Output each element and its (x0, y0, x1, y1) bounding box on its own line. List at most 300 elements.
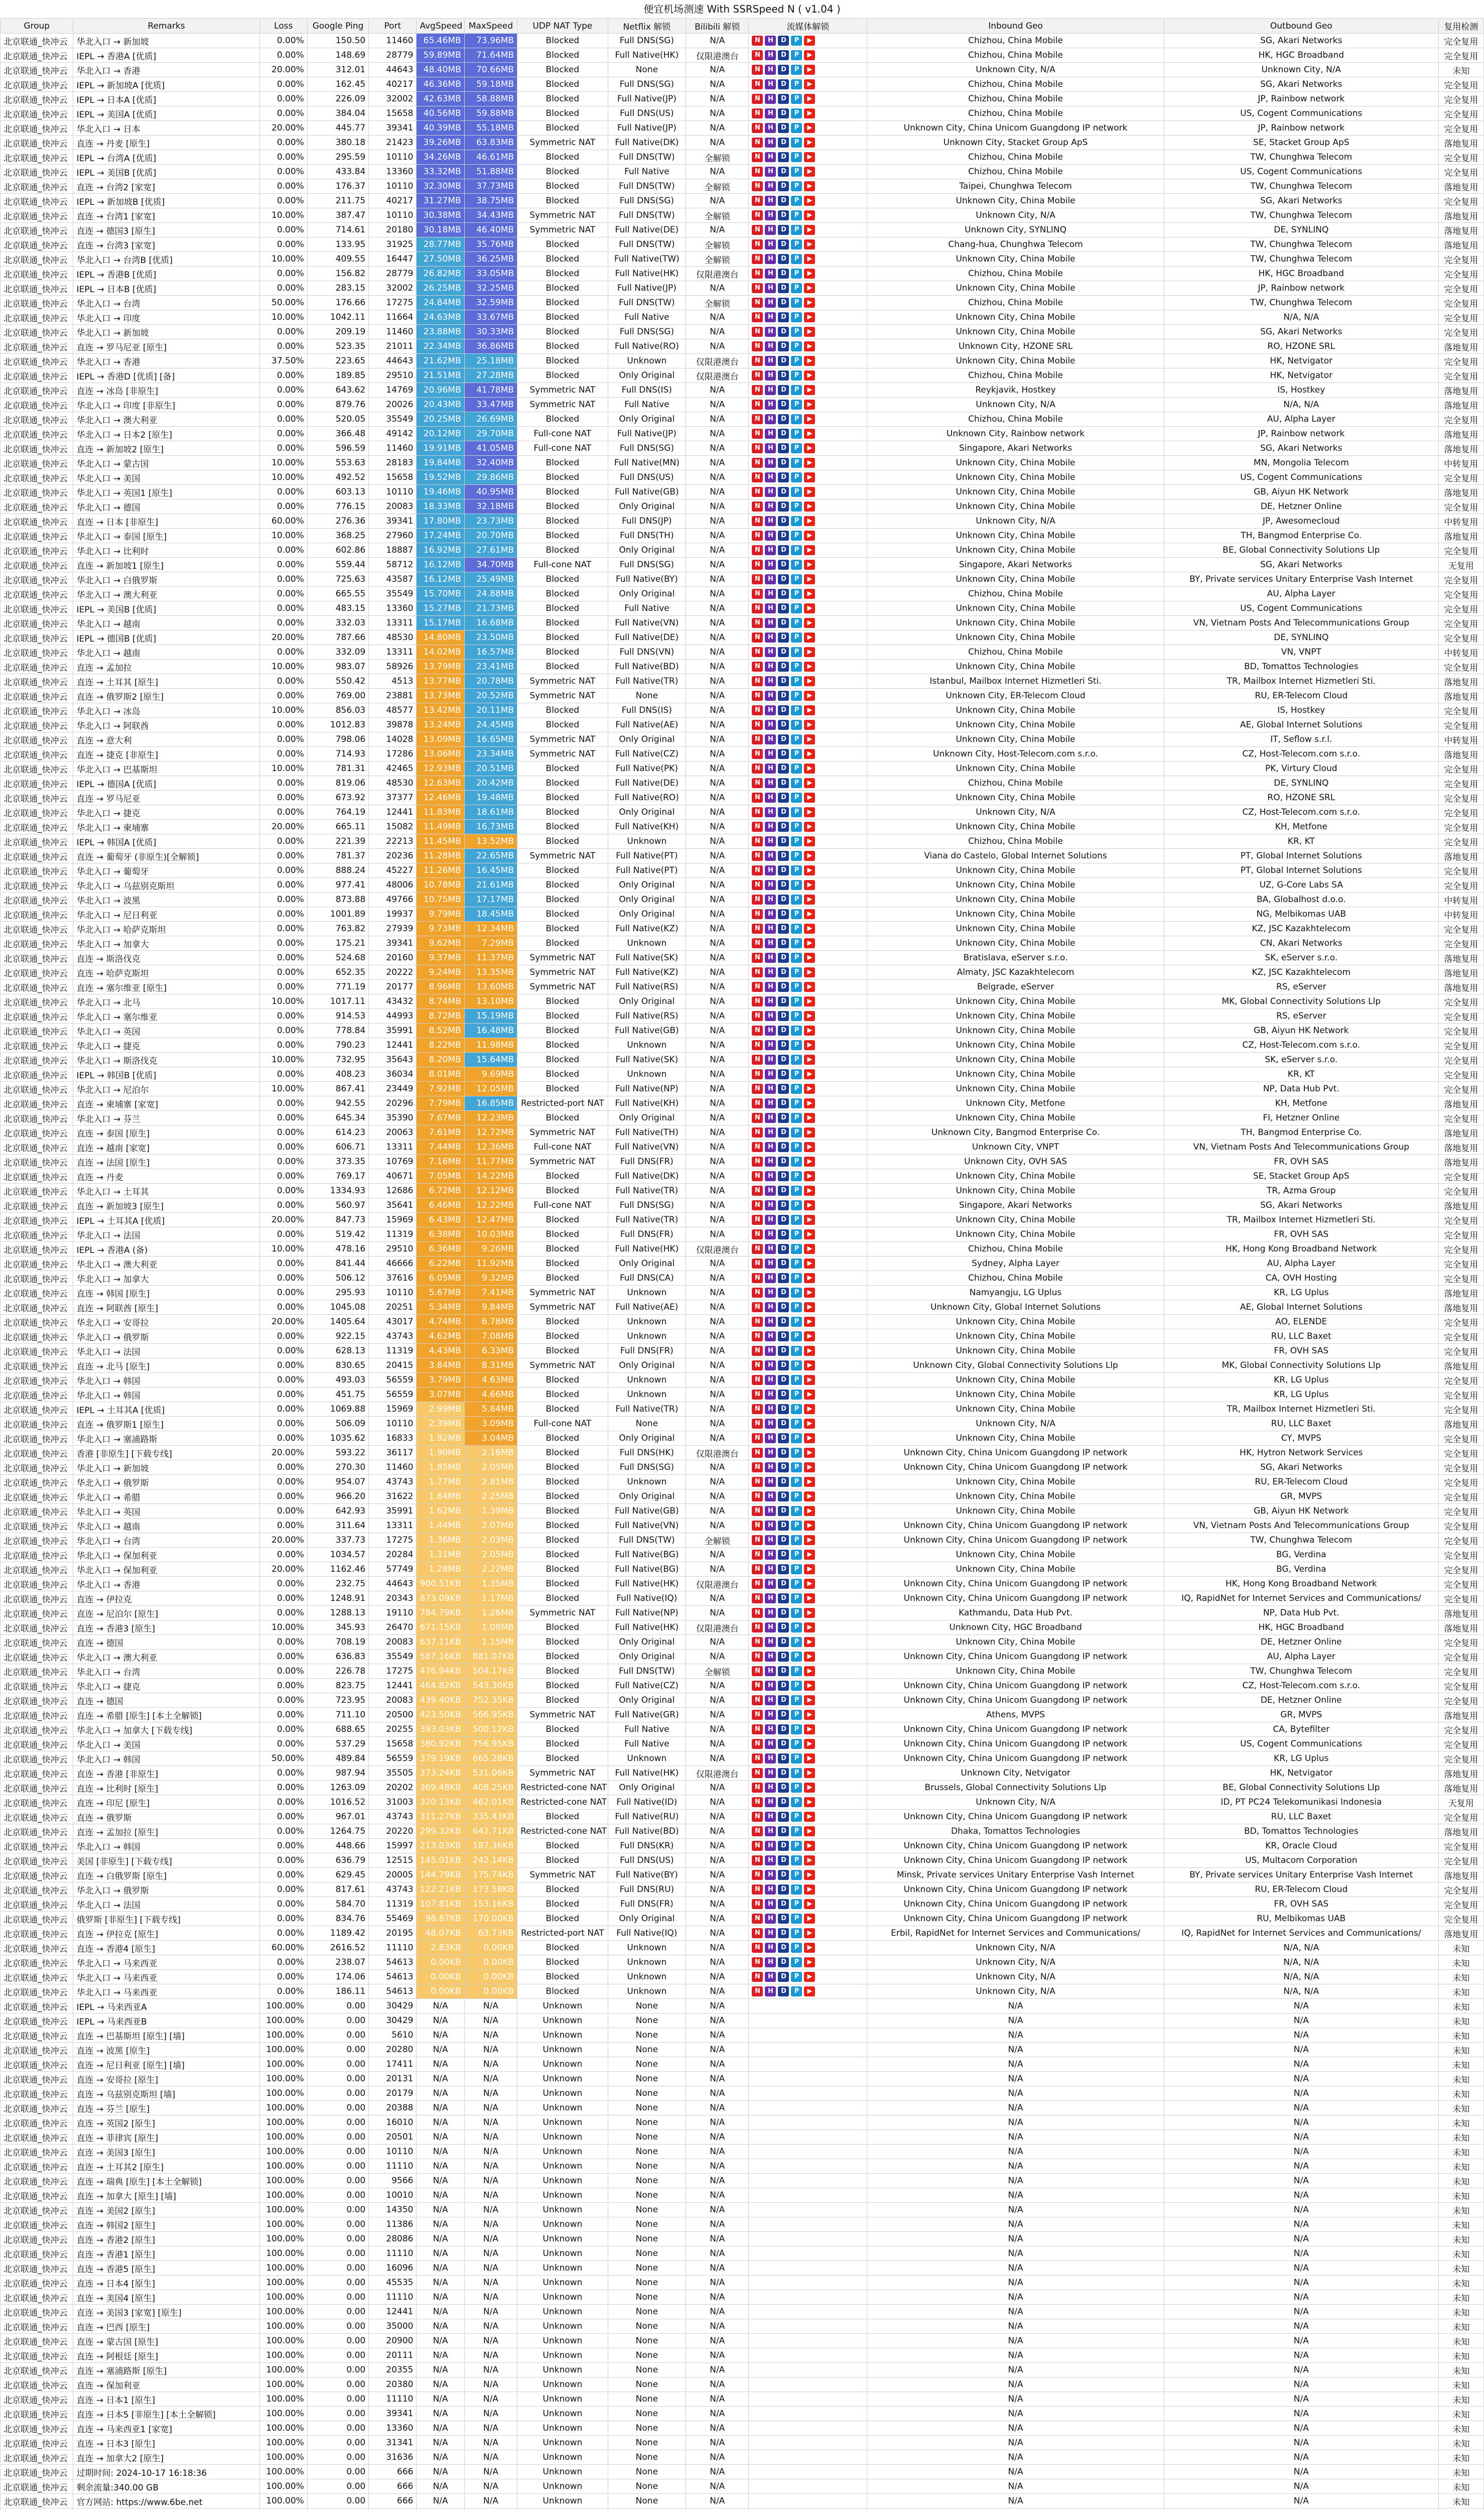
cell-: 落地复用 (1438, 223, 1483, 237)
cell-loss: 20.00% (259, 820, 307, 834)
cell-outbound-geo: KR, LG Uplus (1164, 1388, 1438, 1402)
cell-bilibili: N/A (686, 2407, 749, 2421)
disney-icon: D (778, 1302, 789, 1312)
cell-udp-nat-type: Blocked (517, 368, 608, 383)
cell-loss: 0.00% (259, 1329, 307, 1344)
cell-loss: 0.00% (259, 1897, 307, 1912)
cell-outbound-geo (1164, 2508, 1438, 2510)
prime-icon: P (791, 1491, 802, 1501)
streaming-logos (749, 2363, 867, 2377)
cell-inbound-geo: Unknown City, N/A (867, 1941, 1164, 1955)
cell-port: 11110 (369, 1941, 417, 1955)
cell-outbound-geo: BY, Private services Unitary Enterprise Vash Internet (1164, 572, 1438, 587)
cell-outbound-geo: RS, eServer (1164, 980, 1438, 994)
cell-google-ping: 1189.42 (307, 1926, 368, 1941)
cell-outbound-geo: N/A (1164, 2188, 1438, 2203)
netflix-icon: N (752, 196, 763, 206)
netflix-icon: N (752, 1055, 763, 1065)
cell-avgspeed: N/A (417, 2392, 464, 2407)
cell-outbound-geo: BE, Global Connectivity Solutions Llp (1164, 543, 1438, 558)
cell-inbound-geo: Unknown City, China Unicom Guangdong IP network (867, 1679, 1164, 1693)
netflix-icon: N (752, 312, 763, 322)
prime-icon: P (791, 152, 802, 162)
cell-group: 北京联通_快冲云 (1, 1766, 73, 1781)
cell-udp-nat-type: Blocked (517, 878, 608, 893)
disney-icon: D (778, 370, 789, 381)
cell-outbound-geo: BA, Globalhost d.o.o. (1164, 893, 1438, 907)
cell-avgspeed: 13.77MB (417, 674, 464, 689)
cell-remarks: 直连 → 柬埔寨 [家宽] (73, 1096, 259, 1111)
cell-group: 北京联通_快冲云 (1, 1606, 73, 1620)
cell-avgspeed: 1.77MB (417, 1475, 464, 1489)
streaming-logos (749, 1591, 867, 1606)
streaming-logos (749, 951, 867, 965)
cell-udp-nat-type: Unknown (517, 2465, 608, 2479)
cell-port: 20177 (369, 980, 417, 994)
cell-: 未知 (1438, 2319, 1483, 2334)
cell-maxspeed: 16.48MB (464, 1024, 517, 1038)
cell-avgspeed: 21.51MB (417, 368, 464, 383)
cell-udp-nat-type: Restricted-cone NAT (517, 1795, 608, 1810)
cell-loss: 0.00% (259, 893, 307, 907)
table-row (1, 1096, 1484, 1111)
cell-bilibili: N/A (686, 2436, 749, 2450)
cell-group: 北京联通_快冲云 (1, 732, 73, 747)
disney-icon: D (778, 1652, 789, 1662)
cell-avgspeed: 59.89MB (417, 48, 464, 63)
streaming-logos (749, 747, 867, 762)
cell-remarks: 直连 → 蒙古国 [原生] (73, 2334, 259, 2348)
youtube-icon: ▶ (804, 1753, 815, 1764)
cell-maxspeed: 566.95KB (464, 1708, 517, 1722)
disney-icon: D (778, 210, 789, 220)
cell-netflix: Full Native(RS) (608, 1009, 686, 1024)
youtube-icon: ▶ (804, 1652, 815, 1662)
cell-outbound-geo: GB, Aiyun HK Network (1164, 1504, 1438, 1519)
cell-remarks: 直连 → 日本1 [原生] (73, 2392, 259, 2407)
cell-: 未知 (1438, 2479, 1483, 2494)
netflix-icon: N (752, 1812, 763, 1822)
prime-icon: P (791, 865, 802, 875)
disney-icon: D (778, 895, 789, 905)
cell-google-ping: 174.06 (307, 1970, 368, 1984)
cell-bilibili: N/A (686, 863, 749, 878)
cell-google-ping: 408.23 (307, 1067, 368, 1082)
cell-netflix: Unknown (608, 1970, 686, 1984)
cell-maxspeed: 35.76MB (464, 237, 517, 252)
cell-group: 北京联通_快冲云 (1, 1198, 73, 1213)
cell-netflix: Full DNS(FR) (608, 1227, 686, 1242)
cell-udp-nat-type: Blocked (517, 1053, 608, 1067)
cell-inbound-geo: Unknown City, China Unicom Guangdong IP network (867, 1810, 1164, 1824)
streaming-logos (749, 2348, 867, 2363)
streaming-logos (749, 1708, 867, 1722)
cell-: 未知 (1438, 2072, 1483, 2086)
cell-outbound-geo: IT, Seflow s.r.l. (1164, 732, 1438, 747)
cell-netflix: Full Native(PT) (608, 849, 686, 863)
prime-icon: P (791, 254, 802, 264)
cell-remarks: 直连 → 伊拉克 [原生] (73, 1926, 259, 1941)
cell-port: 16833 (369, 1431, 417, 1446)
streaming-logos (749, 558, 867, 572)
cell-outbound-geo: BD, Tomattos Technologies (1164, 660, 1438, 674)
cell-netflix: Full Native(TW) (608, 252, 686, 267)
streaming-logos (749, 456, 867, 470)
cell-netflix: Unknown (608, 1038, 686, 1053)
cell-bilibili: N/A (686, 2028, 749, 2043)
cell-port: 45535 (369, 2276, 417, 2290)
cell-remarks: 华北入口 → 希腊 (73, 1489, 259, 1504)
cell-google-ping: 0.00 (307, 2159, 368, 2174)
cell-group: 北京联通_快冲云 (1, 2494, 73, 2508)
cell-group: 北京联通_快冲云 (1, 383, 73, 398)
cell-avgspeed: N/A (417, 2145, 464, 2159)
cell-google-ping: 636.79 (307, 1853, 368, 1868)
prime-icon: P (791, 1084, 802, 1094)
youtube-icon: ▶ (804, 1579, 815, 1589)
cell-avgspeed: 6.05MB (417, 1271, 464, 1286)
cell-avgspeed: 476.94KB (417, 1664, 464, 1679)
cell-remarks: 直连 → 意大利 (73, 732, 259, 747)
cell-netflix: Full DNS(CA) (608, 1271, 686, 1286)
cell-netflix: Full Native(KH) (608, 1096, 686, 1111)
cell-maxspeed: 33.05MB (464, 267, 517, 281)
youtube-icon: ▶ (804, 1812, 815, 1822)
streaming-logos (749, 2028, 867, 2043)
cell-: 落地复用 (1438, 674, 1483, 689)
table-row (1, 1242, 1484, 1257)
cell-avgspeed: N/A (417, 2043, 464, 2057)
cell-netflix: Full Native(GB) (608, 1024, 686, 1038)
cell-loss: 0.00% (259, 1577, 307, 1591)
table-row (1, 252, 1484, 267)
cell-bilibili: 仅限港澳台 (686, 267, 749, 281)
cell-udp-nat-type: Symmetric NAT (517, 398, 608, 412)
table-row (1, 762, 1484, 776)
cell-avgspeed: 11.26MB (417, 863, 464, 878)
cell-bilibili: N/A (686, 1882, 749, 1897)
cell-: 落地复用 (1438, 980, 1483, 994)
table-row (1, 485, 1484, 499)
cell-google-ping: 312.01 (307, 63, 368, 77)
streaming-logos (749, 1926, 867, 1941)
cell-remarks: 华北入口 → 德国 (73, 499, 259, 514)
cell-udp-nat-type: Blocked (517, 325, 608, 339)
cell-udp-nat-type: Symmetric NAT (517, 849, 608, 863)
cell-outbound-geo: RU, ER-Telecom Cloud (1164, 1475, 1438, 1489)
cell-udp-nat-type: Blocked (517, 1984, 608, 1999)
disney-icon: D (778, 152, 789, 162)
cell-: 完全复用 (1438, 1504, 1483, 1519)
cell-remarks: 直连 → 新加坡3 [原生] (73, 1198, 259, 1213)
cell-loss: 0.00% (259, 1606, 307, 1620)
cell-outbound-geo: DE, Hetzner Online (1164, 499, 1438, 514)
cell-port: 42465 (369, 762, 417, 776)
cell-avgspeed: 9.37MB (417, 951, 464, 965)
prime-icon: P (791, 1098, 802, 1108)
cell-remarks: 直连 → 日本4 [原生] (73, 2276, 259, 2290)
cell-netflix: Only Original (608, 907, 686, 922)
cell-netflix: Only Original (608, 368, 686, 383)
cell-netflix: None (608, 63, 686, 77)
netflix-icon: N (752, 65, 763, 75)
cell-: 未知 (1438, 2261, 1483, 2276)
youtube-icon: ▶ (804, 633, 815, 643)
cell-port: 39341 (369, 2407, 417, 2421)
cell-bilibili: N/A (686, 470, 749, 485)
cell-loss: 0.00% (259, 412, 307, 427)
cell-google-ping: 0.00 (307, 2494, 368, 2508)
netflix-icon: N (752, 1142, 763, 1152)
youtube-icon: ▶ (804, 1885, 815, 1895)
streaming-logos (749, 616, 867, 631)
prime-icon: P (791, 1215, 802, 1225)
cell-netflix: Full Native (608, 310, 686, 325)
cell-inbound-geo: Unknown City, China Mobile (867, 791, 1164, 805)
cell-group: 北京联通_快冲云 (1, 820, 73, 834)
hbo-icon: H (765, 822, 776, 832)
cell-remarks: 直连 → 保加利亚 (73, 2377, 259, 2392)
streaming-logos (749, 791, 867, 805)
cell-port: 27960 (369, 529, 417, 543)
cell-loss: 100.00% (259, 2261, 307, 2276)
cell-outbound-geo: TW, Chunghwa Telecom (1164, 1533, 1438, 1548)
cell-udp-nat-type: Unknown (517, 2407, 608, 2421)
cell-avgspeed: 13.06MB (417, 747, 464, 762)
cell-avgspeed: 873.09KB (417, 1591, 464, 1606)
table-row (1, 1388, 1484, 1402)
cell-outbound-geo: TW, Chunghwa Telecom (1164, 179, 1438, 194)
cell-port: 35549 (369, 412, 417, 427)
cell-remarks: 直连 → 德国 (73, 1635, 259, 1650)
cell-group: 北京联通_快冲云 (1, 281, 73, 296)
cell-maxspeed: N/A (464, 2101, 517, 2115)
netflix-icon: N (752, 152, 763, 162)
cell-maxspeed: 500.12KB (464, 1722, 517, 1737)
cell-: 落地复用 (1438, 383, 1483, 398)
cell-avgspeed: N/A (417, 2436, 464, 2450)
cell-port: 20236 (369, 849, 417, 863)
cell-avgspeed: 17.80MB (417, 514, 464, 529)
cell-outbound-geo: N/A, N/A (1164, 1955, 1438, 1970)
cell-google-ping: 966.20 (307, 1489, 368, 1504)
netflix-icon: N (752, 953, 763, 963)
cell-group: 北京联通_快冲云 (1, 2261, 73, 2276)
cell-maxspeed: 36.86MB (464, 339, 517, 354)
streaming-logos (749, 412, 867, 427)
cell-port: 44993 (369, 1009, 417, 1024)
streaming-logos (749, 1038, 867, 1053)
cell-google-ping: 1248.91 (307, 1591, 368, 1606)
cell-outbound-geo: N/A (1164, 2494, 1438, 2508)
cell-: 未知 (1438, 1999, 1483, 2014)
cell-bilibili: N/A (686, 1344, 749, 1358)
cell-outbound-geo: TR, Mailbox Internet Hizmetleri Sti. (1164, 1213, 1438, 1227)
cell-google-ping: 0.00 (307, 2377, 368, 2392)
cell-loss: 100.00% (259, 2276, 307, 2290)
youtube-icon: ▶ (804, 1171, 815, 1181)
cell-bilibili: N/A (686, 310, 749, 325)
netflix-icon: N (752, 1069, 763, 1079)
cell-google-ping (307, 2508, 368, 2510)
cell-udp-nat-type: Symmetric NAT (517, 1606, 608, 1620)
cell-avgspeed: 6.72MB (417, 1184, 464, 1198)
youtube-icon: ▶ (804, 108, 815, 118)
cell-maxspeed: 3.04MB (464, 1431, 517, 1446)
cell-group: 北京联通_快冲云 (1, 2334, 73, 2348)
cell-remarks: 华北入口 → 越南 (73, 645, 259, 660)
prime-icon: P (791, 720, 802, 730)
cell-port: 49142 (369, 427, 417, 441)
streaming-logos (749, 179, 867, 194)
cell-udp-nat-type: Unknown (517, 2101, 608, 2115)
cell-remarks: 华北入口 → 法国 (73, 1897, 259, 1912)
cell-outbound-geo: US, Cogent Communications (1164, 106, 1438, 121)
streaming-logos (749, 732, 867, 747)
cell-port: 15997 (369, 1839, 417, 1853)
cell-bilibili: N/A (686, 1140, 749, 1155)
youtube-icon: ▶ (804, 443, 815, 453)
streaming-logos (749, 805, 867, 820)
table-row (1, 2014, 1484, 2028)
streaming-logos (749, 1751, 867, 1766)
cell-loss: 10.00% (259, 1082, 307, 1096)
cell-outbound-geo: US, Cogent Communications (1164, 601, 1438, 616)
cell-google-ping: 967.01 (307, 1810, 368, 1824)
cell-loss: 10.00% (259, 660, 307, 674)
cell-port: 11110 (369, 2392, 417, 2407)
streaming-logos (749, 1504, 867, 1519)
cell-udp-nat-type: Blocked (517, 616, 608, 631)
cell-remarks: 直连 → 美国3 [家宽] [原生] (73, 2305, 259, 2319)
cell-group: 北京联通_快冲云 (1, 543, 73, 558)
cell-group: 北京联通_快冲云 (1, 325, 73, 339)
cell-google-ping: 448.66 (307, 1839, 368, 1853)
youtube-icon: ▶ (804, 1113, 815, 1123)
cell-udp-nat-type: Blocked (517, 499, 608, 514)
cell-google-ping: 0.00 (307, 2072, 368, 2086)
streaming-logos (749, 1184, 867, 1198)
prime-icon: P (791, 1113, 802, 1123)
cell-outbound-geo: SG, Akari Networks (1164, 77, 1438, 92)
youtube-icon: ▶ (804, 1593, 815, 1603)
cell-google-ping: 0.00 (307, 2261, 368, 2276)
cell-: 完全复用 (1438, 1024, 1483, 1038)
cell-remarks: 华北入口 → 台湾 (73, 1664, 259, 1679)
cell-inbound-geo: Chizhou, China Mobile (867, 834, 1164, 849)
cell-udp-nat-type: Blocked (517, 703, 608, 718)
cell-inbound-geo: Chizhou, China Mobile (867, 1271, 1164, 1286)
cell-avgspeed: 8.52MB (417, 1024, 464, 1038)
cell-remarks: 华北入口 → 香港 (73, 63, 259, 77)
cell-netflix: Full DNS(TW) (608, 1533, 686, 1548)
cell-loss: 0.00% (259, 1257, 307, 1271)
cell-bilibili: 全解锁 (686, 150, 749, 165)
cell-loss: 60.00% (259, 514, 307, 529)
prime-icon: P (791, 1564, 802, 1574)
cell-udp-nat-type: Blocked (517, 412, 608, 427)
prime-icon: P (791, 501, 802, 512)
cell-google-ping: 790.23 (307, 1038, 368, 1053)
streaming-logos (749, 1533, 867, 1548)
cell-loss: 0.00% (259, 951, 307, 965)
cell-port: 48530 (369, 776, 417, 791)
cell-google-ping: 628.13 (307, 1344, 368, 1358)
cell-udp-nat-type: Blocked (517, 1955, 608, 1970)
streaming-logos (749, 1620, 867, 1635)
cell-google-ping: 642.93 (307, 1504, 368, 1519)
cell-inbound-geo: Unknown City, Rainbow network (867, 427, 1164, 441)
disney-icon: D (778, 1273, 789, 1283)
cell-bilibili: N/A (686, 2421, 749, 2436)
cell-google-ping: 560.97 (307, 1198, 368, 1213)
cell-: 完全复用 (1438, 267, 1483, 281)
cell-group: 北京联通_快冲云 (1, 1824, 73, 1839)
cell-port: 20284 (369, 1548, 417, 1562)
cell-loss: 0.00% (259, 383, 307, 398)
cell-group: 北京联通_快冲云 (1, 441, 73, 456)
streaming-logos (749, 2319, 867, 2334)
cell-inbound-geo: N/A (867, 2174, 1164, 2188)
cell-: 未知 (1438, 2377, 1483, 2392)
cell-inbound-geo: Unknown City, China Mobile (867, 660, 1164, 674)
cell-loss: 100.00% (259, 2203, 307, 2217)
table-row (1, 1766, 1484, 1781)
cell-port: 20501 (369, 2130, 417, 2145)
youtube-icon: ▶ (804, 312, 815, 322)
streaming-logos (749, 980, 867, 994)
cell-loss: 20.00% (259, 1213, 307, 1227)
cell-maxspeed: 29.70MB (464, 427, 517, 441)
cell-avgspeed: 7.67MB (417, 1111, 464, 1125)
cell-netflix: Full Native(GR) (608, 1708, 686, 1722)
prime-icon: P (791, 1477, 802, 1487)
prime-icon: P (791, 836, 802, 846)
cell-netflix: Only Original (608, 587, 686, 601)
disney-icon: D (778, 138, 789, 148)
cell-port (369, 2508, 417, 2510)
cell-outbound-geo: VN, VNPT (1164, 645, 1438, 660)
cell-maxspeed: 14.22MB (464, 1169, 517, 1184)
cell-udp-nat-type: Blocked (517, 1650, 608, 1664)
netflix-icon: N (752, 1171, 763, 1181)
hbo-icon: H (765, 1535, 776, 1545)
cell-loss: 0.00% (259, 1111, 307, 1125)
streaming-logos (749, 2407, 867, 2421)
cell-: 完全复用 (1438, 1446, 1483, 1460)
prime-icon: P (791, 1622, 802, 1633)
cell-maxspeed: 5.84MB (464, 1402, 517, 1417)
cell-maxspeed: 23.50MB (464, 631, 517, 645)
cell-: 完全复用 (1438, 1737, 1483, 1751)
cell-group: 北京联通_快冲云 (1, 1067, 73, 1082)
cell-group: 北京联通_快冲云 (1, 63, 73, 77)
cell-bilibili: N/A (686, 1227, 749, 1242)
cell-port: 20255 (369, 1722, 417, 1737)
cell-loss: 0.00% (259, 179, 307, 194)
cell-google-ping: 223.65 (307, 354, 368, 368)
cell-loss: 10.00% (259, 1053, 307, 1067)
table-row (1, 1082, 1484, 1096)
cell-port: 39878 (369, 718, 417, 732)
table-row (1, 1431, 1484, 1446)
disney-icon: D (778, 924, 789, 934)
cell-avgspeed: N/A (417, 2465, 464, 2479)
cell-loss: 0.00% (259, 1679, 307, 1693)
netflix-icon: N (752, 1870, 763, 1880)
cell-avgspeed: 7.79MB (417, 1096, 464, 1111)
cell-udp-nat-type: Blocked (517, 237, 608, 252)
